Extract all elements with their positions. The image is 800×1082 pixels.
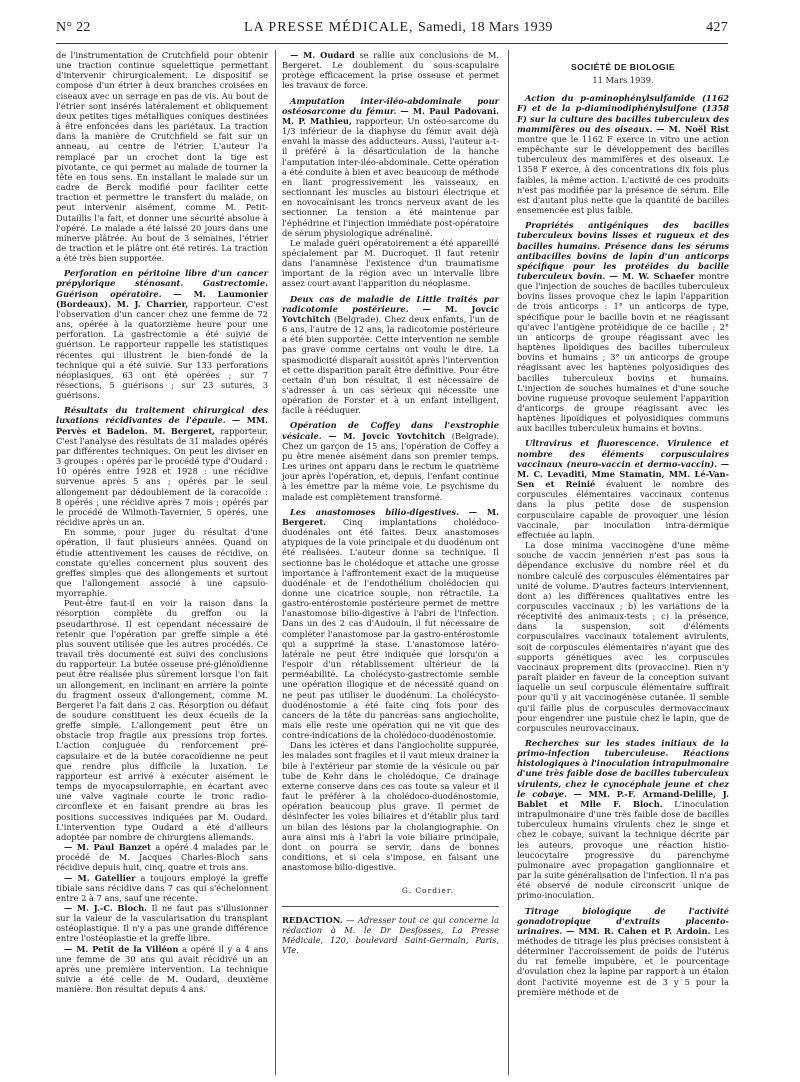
- article-authors: — M. Bergeret.: [282, 506, 499, 527]
- speaker-text: a toujours employé la greffe tibiale sans récidive dans 7 cas qui s'échelonnent entre 2 à 7 ans, sauf une récente.: [56, 872, 268, 903]
- article-title: Amputation inter-iléo-abdominale pour ostéosarcome du fémur.: [282, 95, 499, 116]
- article-text: L'inoculation intrapulmonaire d'une très faible dose de bacilles tuberculeux humains virulents chez le singe et chez le cobaye, suivant la technique décrite par les auteurs, provoque une réaction histio-leucocytaire progressive du parenchyme pulmonaire avec propagation ganglionnaire et par la suite généralisation de l'infection. Il n'a pas été observé de nodule circonscrit unique de primo-inoculation.: [517, 798, 729, 901]
- paragraph: de l'instrumentation de Crutchfield pour obtenir une traction continue squelettique permettant d'intervenir chirurgicalement. Le dispositif se compose d'un étrier à deux branches croisées en ciseaux avec un serrage en pas de vis. Au bout de l'étrier sont insérés latéralement et obliquement deux petites tiges métalliques coniques destinées à être enfoncées dans les pariétaux. La traction dans la manière de Crutchfield se fait sur un anneau, au centre de l'étrier. L'auteur l'a remplacé par un crochet dont la tige est pivotante, ce qui permet au malade de tourner la tête en tous sens. En installant le malade sur un cadre de Berck modifié pour faciliter cette traction et permettre le transfert du malade, on peut intervenir aisément, comme M. Petit-Dutaillis l'a fait, et donner une sécurité absolue à l'opéré. Le malade a été laissé 20 jours dans une minerve plâtrée. Au bout de 3 semaines, l'étrier de traction et le plâtre ont été retirés. La traction a été très bien supportée.: [56, 50, 268, 264]
- article: [282, 420, 499, 501]
- article-text: Les méthodes de titrage les plus précises consistent à déterminer l'accroissement de poids de l'utérus du rat femelle impubère, et le pourcentage d'ovulation chez la lapine par rapport à un étalon dont l'activité moyenne est de 3 y 5 pour la première méthode et de: [517, 925, 729, 997]
- article-authors: — M. W. Schaefer: [609, 270, 695, 281]
- column-middle: [282, 50, 499, 955]
- article-authors: — M. C. Levaditi, Mme Stamatin, MM. Lé-Van-Sen et Reinié: [517, 458, 730, 490]
- redaction-notice: [282, 915, 499, 956]
- speaker-text: a opéré il y a 4 ans une femme de 30 ans qui avait récidivé un an après une première intervention. La technique suivie a été celle de M. Oudard, deuxième manière. Bon résultat depuis 4 ans.: [56, 943, 268, 995]
- speaker-name: — M. Paul Banzet: [64, 842, 151, 853]
- session-date: 11 Mars 1939.: [592, 75, 654, 86]
- article: [517, 438, 729, 540]
- article: [517, 738, 729, 901]
- page-number: 427: [706, 20, 728, 35]
- article-authors: — M. Laumonier (Bordeaux). M. J. Charrier,: [56, 288, 269, 309]
- paragraph: Le malade guéri opératoirement a été appareillé spécialement par M. Ducroquet. Il faut retenir dans l'anamnèse l'existence d'un traumatisme important de la région avec un intervalle libre assez court avant l'apparition du néoplasme.: [282, 237, 499, 289]
- discussion-entry: [56, 842, 268, 872]
- issue-number: N° 22: [56, 20, 91, 35]
- article-text: Cinq implantations cholédoco-duodénales ont été faites. Deux anastomoses atypiques de la voie principale et du duodénum ont été réalisées. L'auteur donne sa technique. Il sectionne bas le cholédoque et attache une grosse importance à l'affrontement exact de la muqueuse duodénale et de l'endothélium cholédocien qui donne une cicatrice souple, non rétractile. La gastro-entérostomie postérieure permet de mettre l'anastomose bilio-digestive à l'abri de l'infection. Dans un des 2 cas d'Audouin, il fut nécessaire de compléter l'anastomose par la gastro-entérostomie qui a supprimé la stase. L'anastomose latéro-latérale ne peut être indiquée que lorsqu'on a l'espoir d'un rétablissement ultérieur de la perméabilité. La cholécysto-gastrectomie semble une opération illogique et de nécessité quand on ne peut pas utiliser le duodénum. La cholécysto-duodénostomie a été faite cinq fois pour des cancers de la tête du pancréas sans angiocholite, mais elle reste une opération qui ne vit que des contre-indications de la cholédoco-duodénostomie.: [282, 516, 500, 741]
- redaction-text: — Adresser tout ce qui concerne la rédaction à M. le Dr Desfosses, La Presse Médicale, 120, boulevard Saint-Germain, Paris, VIe.: [282, 914, 499, 955]
- discussion-entry: [56, 873, 268, 903]
- article-title: Action du p-aminophénylsulfamide (1162 F) et de la p-diaminodiphénylsulfone (1358 F) sur la culture des bacilles tuberculeux des mammifères ou des oiseaux.: [517, 93, 729, 134]
- article: [282, 507, 499, 741]
- article-authors: — M. Noël Rist: [656, 123, 729, 134]
- article: [282, 96, 499, 238]
- article-text: rapporteur. C'est l'observation d'un cancer chez une femme de 72 ans, opérée à la quatorzième heure pour une perforation. La gastrectomie a été suivie de guérison. Le rapporteur rappelle les statistiques récentes qui illustrent le bien-fondé de la technique qui a été suivie. Sur 133 perforations néoplasiques, 63 ont été opérées ; sur 7 résections, 5 guérisons ; sur 23 sutures, 3 guérisons.: [56, 298, 269, 401]
- article-title: Recherches sur les stades initiaux de la primo-infection tuberculeuse. Réactions histologiques à l'inoculation intrapulmonaire d'une très faible dose de bacilles tuberculeux virulents, chez le cynocéphale jeune et chez le cobaye.: [517, 738, 729, 799]
- column-divider: [508, 50, 509, 1075]
- article: [517, 93, 729, 215]
- speaker-name: — M. Petit de la Villéon: [64, 943, 179, 954]
- article-text: (Belgrade). Chez deux enfants, l'un de 6 ans, l'autre de 12 ans, la radicotomie postérieure a été bien supportée. Cette intervention ne semble pas grave comme certains ont voulu le dire. La spasmodicité disparaît aussitôt après l'intervention et cette disparition paraît être définitive. Pour être certain d'un bon résultat, il est nécessaire de s'adresser à un cas sérieux qui nécessite une opération de Forster et à un enfant intelligent, facile à rééduquer.: [282, 313, 499, 416]
- article-authors: — M. Paul Padovani. M. P. Mathieu,: [282, 105, 499, 126]
- article-text: montre que le 1162 F exerce in vitro une action empêchante sur le développement des bacilles tuberculeux des mammifères et des oiseaux. Le 1358 F exerce, à des concentrations dix fois plus faibles, la même action. L'activité de ces produits n'est pas modifiée par la présence de sérum. Elle est d'autant plus nette que la quantité de bacilles ensemencée est plus faible.: [517, 133, 729, 216]
- article-title: Perforation en péritoine libre d'un cancer prépylorique sténosant. Gastrectomie. Guérison opératoire.: [56, 268, 268, 299]
- article: [56, 405, 268, 527]
- article-authors: — MM. Pervès et Badelon. M. Bergeret,: [56, 415, 269, 436]
- article-text: montre que l'injection de souches de bacilles tuberculeux bovins lisses provoque chez le lapin l'apparition de trois anticorps : 1° un anticorps de type, spécifique pour le bacille bovin et ne réagissant qu'avec l'antigène protéidique de ce bacille ; 2° un anticorps de groupe réagissant avec les haptènes lipoïdiques des bacilles tuberculeux bovins et humains ; 3° un anticorps de groupe réagissant avec les haptènes polyosidiques des bacilles tuberculeux bovins et humains. L'injection de souches humaines et d'une souche bovine rugueuse provoque seulement l'apparition d'anticorps de groupe réagissant avec les haptènes lipoïdiques et polyosidiques communs aux bacilles tuberculeux humains et bovins.: [517, 270, 729, 434]
- article-title: Deux cas de maladie de Little traités par radicotomie postérieure.: [282, 293, 499, 314]
- article-title: Les anastomoses bilio-digestives.: [290, 506, 459, 517]
- discussion-entry: [282, 50, 499, 91]
- article: [282, 294, 499, 416]
- article: [517, 220, 729, 433]
- speaker-name: — M. Oudard: [290, 50, 355, 60]
- signature: G. Cordier.: [401, 886, 454, 896]
- discussion-entry: [56, 944, 268, 995]
- speaker-name: — M. Gatellier: [64, 872, 136, 883]
- article: [56, 268, 268, 400]
- article-authors: — M. Jovcic Yovtchitch: [282, 303, 500, 324]
- journal-name: LA PRESSE MÉDICALE,: [244, 20, 414, 35]
- article-text: (Belgrade). Chez un garçon de 15 ans, l'opération de Coffey a pu être menée aisément dans son premier temps. Les urines ont apparu dans le rectum le quatrième jour après l'opération, et, depuis, l'enfant continue à les émettre par la même voie. Le psychisme du malade est complètement transformé.: [282, 430, 499, 502]
- article-text: évaluent le nombre des corpuscules élémentaires vaccinaux contenus dans la plus petite dose de suspension corpusculaire capable de provoquer une lésion vaccinale, par inoculation intra-dermique effectuée au lapin.: [517, 479, 730, 540]
- article-title: Ultravirus et fluorescence. Virulence et nombre des éléments corpusculaires vaccinaux (neuro-vaccin et dermo-vaccin).: [517, 438, 729, 469]
- article-title: Opération de Coffey dans l'exstrophie vésicale.: [282, 420, 499, 441]
- article-text: rapporteur. Un ostéo-sarcome du 1/3 inférieur de la diaphyse du fémur avait déjà envahi la masse des adducteurs. Aussi, l'auteur a-t-il préféré à la désarticulation de la hanche l'amputation inter-iléo-abdominale. Cette opération a été conduite à bien et avec beaucoup de méthode en liant progressivement les vaisseaux, en sectionnant les muscles au bistouri électrique et en novocaïnisant les troncs nerveux avant de les sectionner. La tension a été maintenue par l'éphédrine et l'injection immédiate post-opératoire de sérum physiologique adrénaliné.: [282, 115, 499, 238]
- issue-date: Samedi, 18 Mars 1939: [418, 20, 553, 35]
- article-authors: — M. Jovcic Yovtchitch: [328, 430, 446, 441]
- article: [517, 906, 729, 997]
- discussion-entry: [56, 903, 268, 944]
- article-title: Propriétés antigéniques des bacilles tuberculeux bovins lisses et rugueux et des bacilles humains. Présence dans les sérums antibacilles bovins de lapin d'un anticorps spécifique pour les protéides du bacille tuberculeux bovin.: [517, 220, 729, 281]
- section-heading: SOCIÉTÉ DE BIOLOGIE: [570, 62, 676, 72]
- article-title: Résultats du traitement chirurgical des luxations récidivantes de l'épaule.: [56, 405, 268, 426]
- paragraph: Peut-être faut-il en voir la raison dans la résorption complète du greffon ou la pseudarthrose. Il est cependant nécessaire de retenir que l'opération par greffe simple a été plus souvent utilisée que les autres procédés. Ce travail très documenté est suivi des conclusions du rapporteur. La butée osseuse pré-glénoïdienne peut être réalisée plus sûrement lorsque l'on fait un allongement, en inclinant en arrière la pointe du fragment osseux d'allongement, comme M. Bergeret l'a fait dans 2 cas. Résorption ou défaut de soudure constituent les deux écueils de la greffe simple. L'allongement peut être un obstacle trop fragile aux pressions trop fortes. L'action conjuguée du renforcement pré-capsulaire et de la butée coracoïdienne ne peut que rendre plus difficile la luxation. Le rapporteur est arrivé à exécuter aisément le temps de myocapsulorraphie, en écartant avec une valve vaginale courte le tronc radio-circonflexe et en faisant prendre au bras les positions successives indiquées par M. Oudard. L'intervention type Oudard a été d'ailleurs adoptée par nombre de chirurgiens allemands.: [56, 598, 268, 842]
- paragraph: En somme, pour juger du résultat d'une opération, il faut plusieurs années. Quand on étudie attentivement les causes de récidive, on constate qu'elles concernent plus souvent des greffes simples que des allongements et surtout que l'allongement associé à une capsulo-myorraphie.: [56, 527, 268, 599]
- article-authors: — MM. R. Cahen et P. Ardoin.: [566, 925, 711, 936]
- paragraph: Dans les ictères et dans l'angiocholite suppurée, les malades sont fragiles et il vaut mieux drainer la bile à l'extérieur par stomie de la vésicule ou par tube de Kehr dans le cholédoque. Ce drainage externe conserve dans ces cas toute sa valeur et il faut le préférer à la cholédoco-duodénostomie, opération beaucoup plus grave. Il permet de désinfecter les voies biliaires et d'établir plus tard un bilan des lésions par la cholangiographie. On aura ainsi mis à l'abri la voie biliaire principale, dont on pourra se servir, dans de bonnes conditions, et si cela s'impose, en faisant une anastomose bilio-digestive.: [282, 740, 499, 873]
- header-rule: [56, 43, 728, 44]
- speaker-text: se rallie aux conclusions de M. Bergeret. Le doublement du sous-scapulaire protège efficacement la prise osseuse et permet les travaux de force.: [282, 50, 499, 91]
- article-authors: — MM. P.-F. Armand-Delille, J. Bablet et Mlle F. Bloch.: [517, 788, 729, 809]
- speaker-name: — M. J.-C. Bloch.: [64, 902, 148, 913]
- column-right: [517, 50, 729, 997]
- section-rule: [282, 906, 499, 907]
- article-text: rapporteur. C'est l'analyse des résultats de 31 malades opérés par différentes techniques. On peut les diviser en 3 groupes : opérés par le procédé type d'Oudard : 10 opérés entre 1928 et 1928 : une récidive survenue après 5 ans ; opérés par le seul allongement par dédoublement de la coracoïde : 8 opérés ; une récidive après 7 mois ; opérés par le procédé de Wilmoth-Tavernier, 5 opérés, une récidive après un an.: [56, 425, 268, 528]
- column-divider: [275, 50, 276, 1075]
- journal-title: [244, 20, 553, 36]
- article-title: Titrage biologique de l'activité gonadotropique d'extraits placento-urinaires.: [517, 905, 729, 936]
- column-left: [56, 50, 268, 994]
- redaction-label: REDACTION.: [282, 914, 343, 925]
- speaker-text: a opéré 4 malades par le procédé de M. Jacques Charles-Bloch sans récidive depuis huit, cinq, quatre et trois ans.: [56, 842, 269, 873]
- paragraph: La dose minima vaccinogène d'une même souche de vaccin jennérien n'est pas sous la dépendance exclusive du nombre réel et du nombre calculé des corpuscules élémentaires par unité de volume. D'autres facteurs interviennent, dont a) les différences qualitatives entre les corpuscules vaccinaux ; b) les variations de la réceptivité des animaux-tests ; c) la présence, dans la suspension, soit d'éléments corpusculaires vaccinaux totalement avirulents, soit de corpuscules élémentaires n'ayant que des supports génétiques avec les corpuscules vaccinaux proprement dits (provaccine). Rien n'y paraît plaider en faveur de la conception suivant laquelle un seul corpuscule élémentaire suffirait pour qu'il y ait vaccinogénèse cutanée. Il semble qu'il faille plus de corpuscules dermovaccinaux pour engendrer une pustule chez le lapin, que de corpuscules neurovaccinaux.: [517, 540, 729, 733]
- page-header: [56, 20, 728, 42]
- speaker-text: Il ne faut pas s'illusionner sur la valeur de la vascularisation du transplant ostéoplastique. Il n'y a pas une grande différence entre l'ostéoplastie et la greffe libre.: [56, 902, 268, 944]
